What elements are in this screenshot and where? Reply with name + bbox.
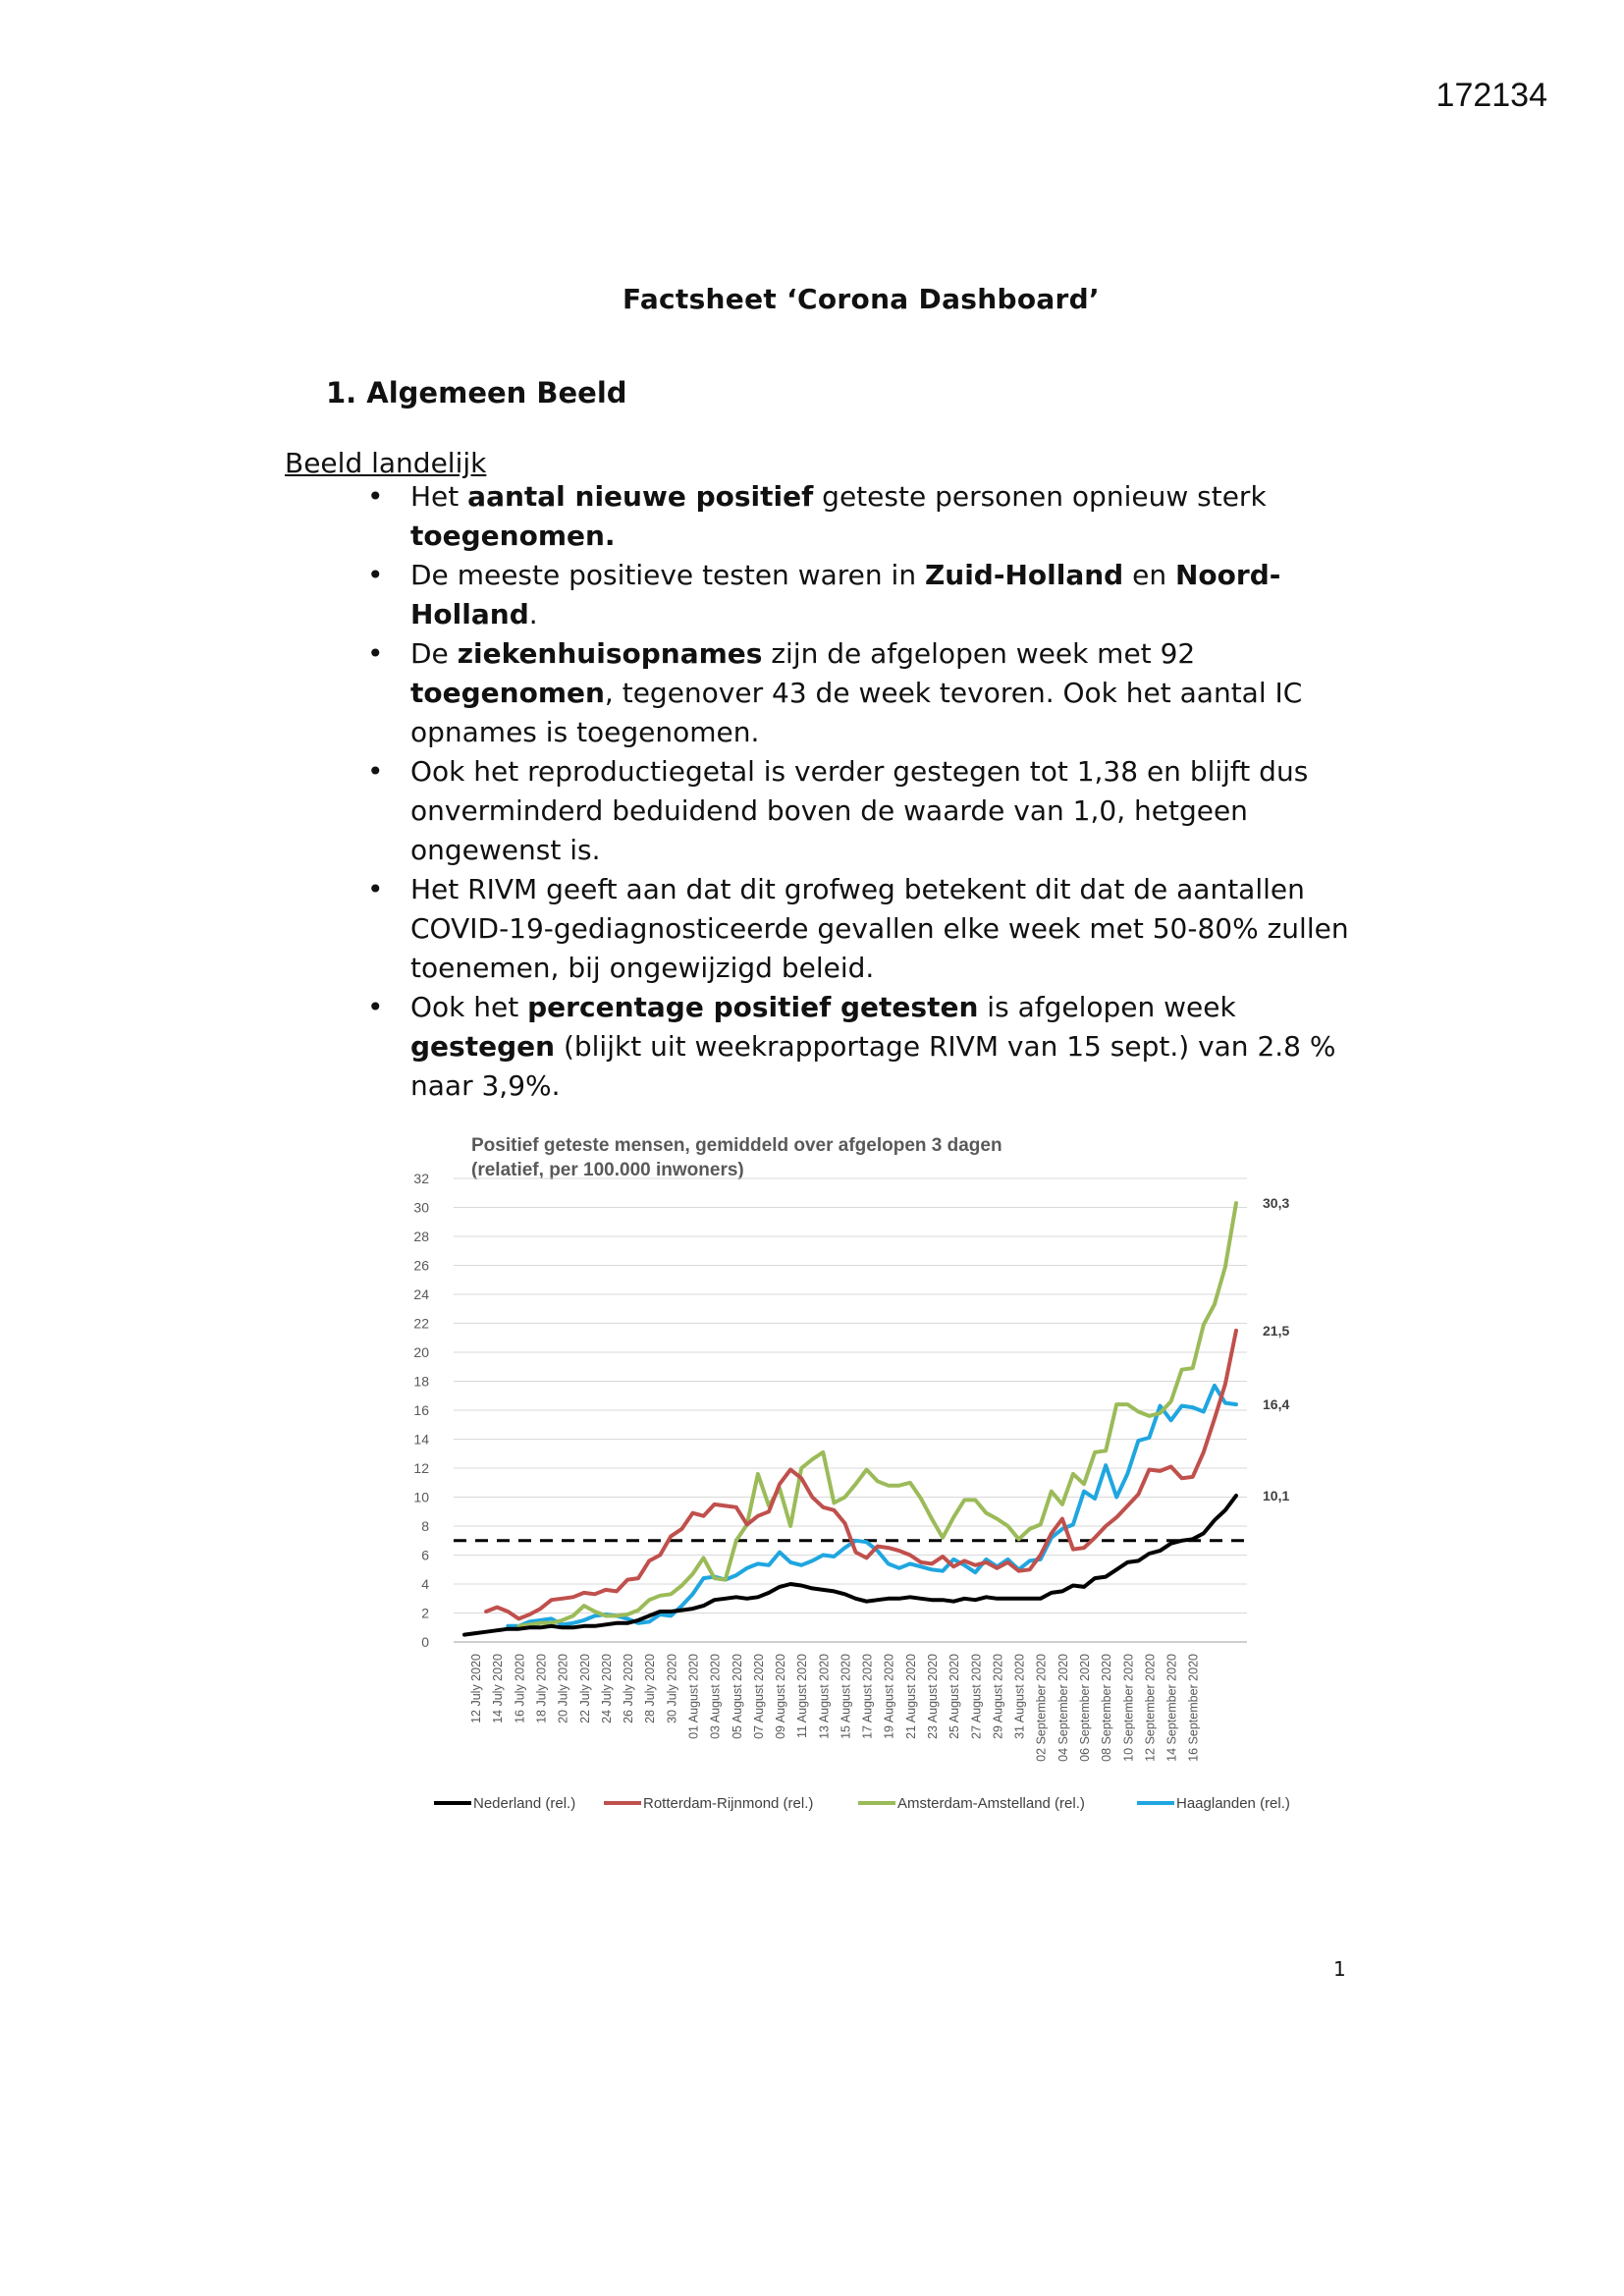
x-tick-label: 26 July 2020 — [622, 1654, 636, 1723]
bullet-list — [367, 477, 1359, 1106]
y-tick-label: 32 — [413, 1171, 429, 1186]
bullet-emphasis: gestegen — [410, 1030, 556, 1063]
x-tick-label: 12 July 2020 — [469, 1654, 484, 1723]
bullet-text: geteste personen opnieuw sterk — [813, 480, 1267, 513]
y-tick-label: 6 — [421, 1547, 429, 1563]
x-tick-label: 12 September 2020 — [1143, 1654, 1158, 1762]
x-tick-label: 29 August 2020 — [991, 1654, 1005, 1739]
x-tick-label: 28 July 2020 — [643, 1654, 658, 1723]
x-tick-label: 11 August 2020 — [795, 1654, 810, 1738]
cases-chart-svg — [393, 1129, 1335, 1836]
x-tick-label: 04 September 2020 — [1056, 1654, 1070, 1762]
y-tick-label: 8 — [421, 1518, 429, 1534]
bullet-item — [367, 752, 1359, 870]
bullet-item — [367, 477, 1359, 556]
series-end-label: 30,3 — [1263, 1195, 1290, 1212]
bullet-text: Ook het — [410, 991, 528, 1023]
y-tick-label: 2 — [421, 1605, 429, 1621]
y-tick-label: 26 — [413, 1257, 429, 1274]
y-tick-label: 22 — [413, 1315, 429, 1332]
x-tick-label: 20 July 2020 — [556, 1654, 570, 1723]
series-line-nederland — [464, 1496, 1236, 1635]
y-tick-label: 10 — [413, 1489, 429, 1505]
y-tick-label: 20 — [413, 1344, 429, 1360]
x-tick-label: 02 September 2020 — [1034, 1654, 1049, 1762]
y-tick-label: 12 — [413, 1460, 429, 1476]
bullet-text: . — [528, 598, 538, 630]
document-number: 172134 — [1435, 77, 1547, 114]
bullet-emphasis: toegenomen — [410, 677, 605, 709]
bullet-text: De — [410, 637, 458, 670]
bullet-text: Ook het reproductiegetal is verder gestegen tot 1,38 en blijft dus onverminderd beduidend boven de waarde van 1,0, hetgeen ongewenst is. — [410, 755, 1309, 866]
bullet-item — [367, 870, 1359, 988]
bullet-text: en — [1123, 559, 1175, 591]
bullet-emphasis: Noord-Holland — [410, 559, 1281, 630]
x-tick-label: 14 July 2020 — [491, 1654, 506, 1723]
x-tick-label: 16 September 2020 — [1186, 1654, 1201, 1762]
x-tick-label: 03 August 2020 — [708, 1654, 723, 1739]
x-tick-label: 18 July 2020 — [534, 1654, 549, 1723]
bullet-text: De meeste positieve testen waren in — [410, 559, 925, 591]
x-tick-label: 22 July 2020 — [577, 1654, 592, 1723]
y-tick-label: 0 — [421, 1634, 429, 1650]
y-tick-label: 4 — [421, 1576, 429, 1592]
subsection-title: Beeld landelijk — [285, 447, 487, 479]
chart-title: Positief geteste mensen, gemiddeld over afgelopen 3 dagen — [471, 1135, 1002, 1156]
bullet-text: (blijkt uit weekrapportage RIVM van 15 sept.) van 2.8 % naar 3,9%. — [410, 1030, 1336, 1102]
bullet-text: zijn de afgelopen week met 92 — [762, 637, 1196, 670]
page-number: 1 — [1333, 1957, 1346, 1981]
x-tick-label: 21 August 2020 — [903, 1654, 918, 1739]
x-tick-label: 19 August 2020 — [882, 1654, 896, 1739]
x-tick-label: 13 August 2020 — [817, 1654, 832, 1739]
bullet-item — [367, 556, 1359, 634]
x-tick-label: 23 August 2020 — [926, 1654, 941, 1739]
bullet-item — [367, 634, 1359, 752]
legend-label: Nederland (rel.) — [473, 1795, 576, 1812]
bullet-text: , tegenover 43 de week tevoren. Ook het aantal IC opnames is toegenomen. — [410, 677, 1303, 748]
x-tick-label: 14 September 2020 — [1164, 1654, 1179, 1762]
x-tick-label: 17 August 2020 — [860, 1654, 875, 1739]
x-tick-label: 07 August 2020 — [751, 1654, 766, 1739]
x-tick-label: 30 July 2020 — [665, 1654, 679, 1723]
legend-label: Amsterdam-Amstelland (rel.) — [897, 1795, 1085, 1812]
bullet-emphasis: Zuid-Holland — [924, 559, 1124, 591]
series-end-label: 21,5 — [1263, 1322, 1290, 1339]
y-tick-label: 30 — [413, 1199, 429, 1216]
x-tick-label: 25 August 2020 — [947, 1654, 962, 1739]
x-tick-label: 08 September 2020 — [1100, 1654, 1114, 1762]
y-tick-label: 28 — [413, 1229, 429, 1244]
bullet-emphasis: aantal nieuwe positief — [467, 480, 814, 513]
x-tick-label: 27 August 2020 — [969, 1654, 984, 1739]
y-tick-label: 14 — [413, 1431, 429, 1448]
y-tick-label: 24 — [413, 1286, 429, 1302]
chart-subtitle: (relatief, per 100.000 inwoners) — [471, 1160, 744, 1180]
bullet-emphasis: toegenomen. — [410, 519, 616, 552]
y-tick-label: 16 — [413, 1402, 429, 1418]
x-tick-label: 01 August 2020 — [686, 1654, 701, 1739]
series-end-label: 10,1 — [1263, 1488, 1290, 1504]
x-tick-label: 10 September 2020 — [1121, 1654, 1136, 1762]
bullet-item — [367, 988, 1359, 1106]
x-tick-label: 15 August 2020 — [839, 1654, 853, 1739]
x-tick-label: 16 July 2020 — [513, 1654, 527, 1723]
x-tick-label: 24 July 2020 — [599, 1654, 614, 1723]
x-tick-label: 31 August 2020 — [1012, 1654, 1027, 1739]
bullet-text: Het — [410, 480, 468, 513]
x-tick-label: 09 August 2020 — [774, 1654, 788, 1739]
legend-label: Haaglanden (rel.) — [1176, 1795, 1290, 1812]
bullet-emphasis: percentage positief getesten — [527, 991, 979, 1023]
legend-label: Rotterdam-Rijnmond (rel.) — [643, 1795, 814, 1812]
x-tick-label: 06 September 2020 — [1078, 1654, 1093, 1762]
bullet-text: is afgelopen week — [978, 991, 1236, 1023]
y-tick-label: 18 — [413, 1373, 429, 1390]
bullet-text: Het RIVM geeft aan dat dit grofweg betekent dit dat de aantallen COVID-19-gediagnosticeerde gevallen elke week met 50-80% zullen toenemen, bij ongewijzigd beleid. — [410, 873, 1349, 984]
section-heading: 1. Algemeen Beeld — [326, 376, 627, 410]
bullet-emphasis: ziekenhuisopnames — [457, 637, 763, 670]
x-tick-label: 05 August 2020 — [730, 1654, 744, 1739]
series-end-label: 16,4 — [1263, 1396, 1290, 1413]
page-title: Factsheet ‘Corona Dashboard’ — [623, 283, 1100, 315]
cases-chart — [393, 1129, 1335, 1836]
